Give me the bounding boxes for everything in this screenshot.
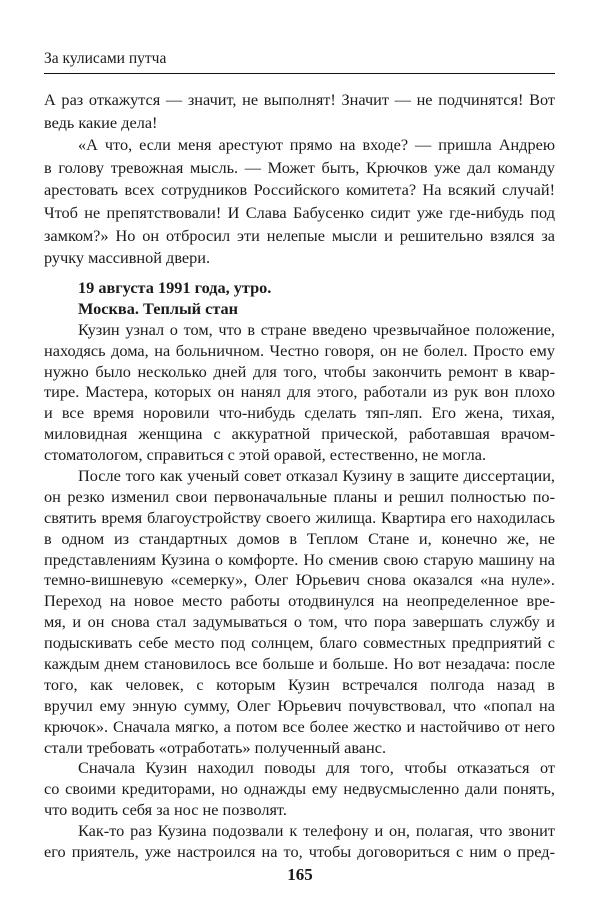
subheading-place: Москва. Теплый стан	[78, 298, 239, 318]
text-line: миловидная женщина с аккуратной прической, работавшая врачом-	[44, 424, 555, 444]
text-line: темно-вишневую «семерку», Олег Юрьевич снова оказался «на нуле».	[44, 570, 555, 590]
text-line: тире. Мастера, которых он нанял для этого, работали из рук вон плохо	[44, 382, 555, 402]
text-line: и все время норовили что-нибудь сделать тяп-ляп. Его жена, тихая,	[44, 403, 555, 423]
text-line: Чтоб не препятствовали! И Слава Бабусенко сидит уже где-нибудь под	[44, 202, 555, 222]
text-block-1	[44, 89, 555, 270]
text-block-2	[44, 278, 555, 863]
text-line: он резко изменил свои первоначальные планы и решил полностью по-	[44, 486, 555, 506]
text-line: что водить себя за нос не позволят.	[44, 800, 287, 820]
text-line: Переход на новое место работы отодвинулся на неопределенное вре-	[44, 591, 555, 611]
header-rule	[44, 73, 555, 74]
text-line: Как-то раз Кузина подозвали к телефону и он, полагая, что звонит	[78, 821, 555, 841]
text-line: каждым днем становилось все больше и больше. Но вот незадача: после	[44, 654, 555, 674]
text-line: замком?» Но он отбросил эти нелепые мысли и решительно взялся за	[44, 225, 555, 245]
text-line: подыскивать себе место под солнцем, благо совместных предприятий с	[44, 633, 555, 653]
text-line: представлениям Кузина о комфорте. Но сменив свою старую машину на	[44, 549, 555, 569]
text-line: в одном из стандартных домов в Теплом Стане и, конечно же, не	[44, 528, 555, 548]
text-line: находясь дома, на больничном. Честно говоря, он не болел. Просто ему	[44, 340, 555, 360]
text-line: того, как человек, с которым Кузин встречался полгода назад в	[44, 674, 555, 694]
subheading-date: 19 августа 1991 года, утро.	[78, 278, 272, 297]
text-line: вручил ему энную сумму, Олег Юрьевич почувствовал, что «попал на	[44, 695, 555, 715]
text-line: в голову тревожная мысль. — Может быть, Крючков уже дал команду	[44, 157, 555, 177]
text-line: Сначала Кузин находил поводы для того, чтобы отказаться от	[78, 758, 555, 778]
text-line: Кузин узнал о том, что в стране введено чрезвычайное положение,	[78, 319, 555, 339]
text-line: После того как ученый совет отказал Кузину в защите диссертации,	[78, 466, 555, 486]
running-header: За кулисами путча	[44, 50, 167, 67]
text-line: А раз откажутся — значит, не выполнят! Значит — не подчинятся! Вот	[44, 90, 555, 109]
text-line: крючок». Сначала мягко, а потом все более жестко и настойчиво от него	[44, 716, 555, 736]
text-line: ручку массивной двери.	[44, 248, 211, 268]
text-line: стоматологом, справиться с этой оравой, естественно, не могла.	[44, 445, 487, 465]
text-line: нужно было несколько дней для того, чтобы закончить ремонт в квар-	[44, 361, 555, 381]
text-line: его приятель, уже настроился на то, чтобы договориться с ним о пред-	[44, 842, 555, 862]
text-line: святить время благоустройству своего жилища. Квартира его находилась	[44, 507, 555, 527]
text-line: ведь какие дела!	[44, 112, 158, 132]
text-line: со своими кредиторами, но однажды ему недвусмысленно дали понять,	[44, 779, 555, 799]
text-line: «А что, если меня арестуют прямо на входе? — пришла Андрею	[78, 135, 555, 155]
text-line: мя, и он снова стал задумываться о том, что пора завершать службу и	[44, 612, 555, 632]
text-line: стали требовать «отработать» полученный аванс.	[44, 737, 387, 757]
text-line: арестовать всех сотрудников Российского комитета? На всякий случай!	[44, 180, 555, 200]
page-number: 165	[287, 865, 313, 884]
